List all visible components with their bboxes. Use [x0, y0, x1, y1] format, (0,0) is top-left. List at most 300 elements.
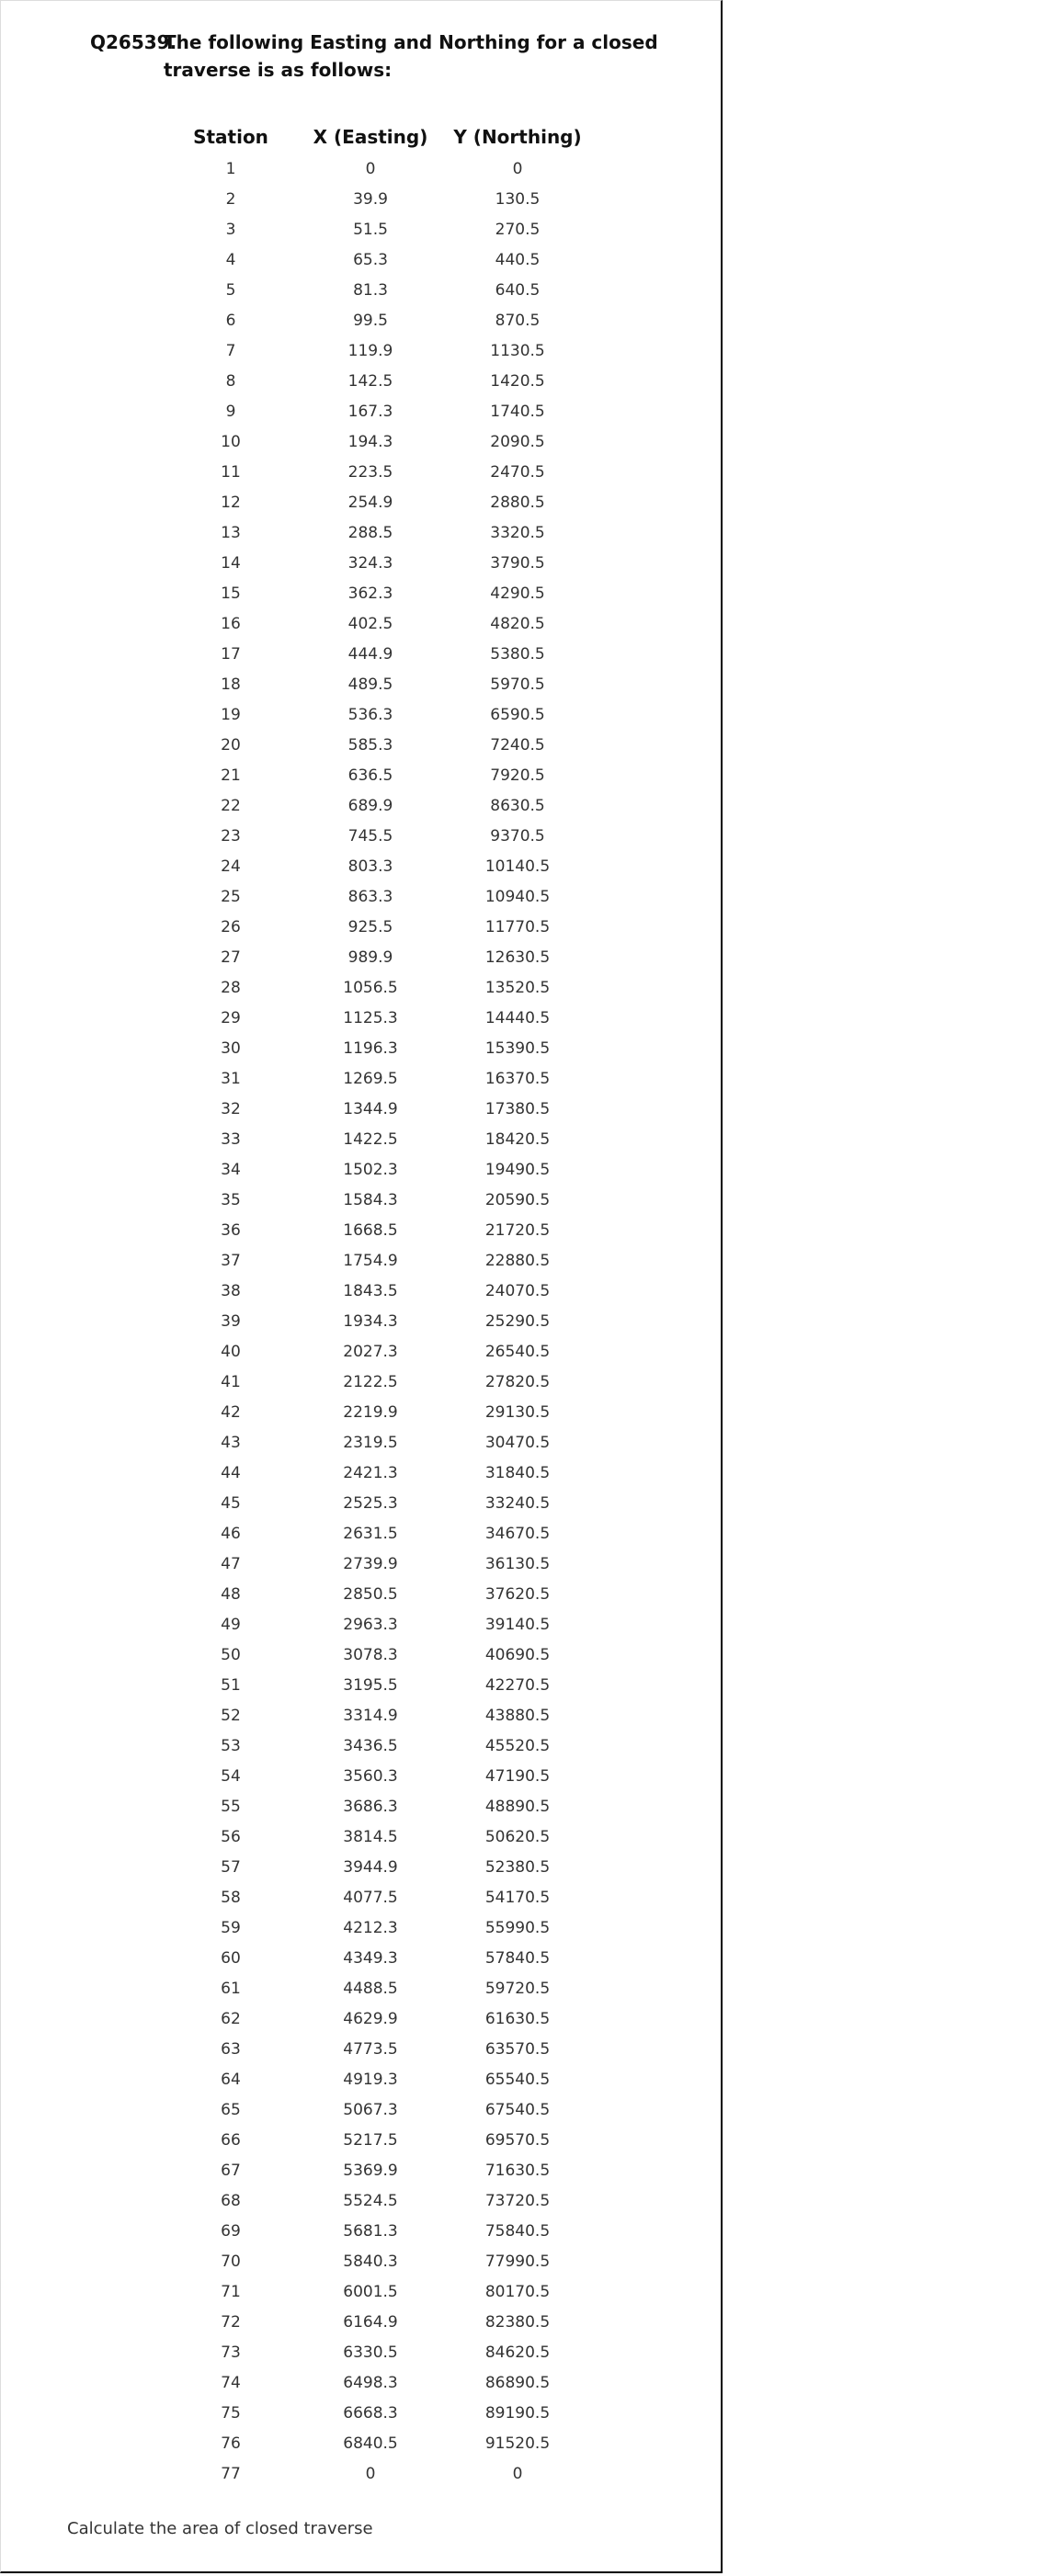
station-cell: 63	[221, 2039, 241, 2059]
northing-cell: 270.5	[495, 220, 541, 239]
easting-cell: 4773.5	[343, 2039, 398, 2059]
northing-cell: 75840.5	[484, 2221, 551, 2241]
table-row	[166, 1761, 589, 1791]
table-row	[166, 1670, 589, 1700]
station-cell: 60	[221, 1948, 241, 1968]
easting-cell: 119.9	[347, 341, 393, 360]
station-cell: 11	[221, 462, 241, 482]
traverse-table	[166, 120, 589, 2489]
table-row	[166, 2428, 589, 2458]
station-cell: 71	[221, 2282, 241, 2301]
station-cell: 13	[221, 523, 241, 542]
easting-cell: 1422.5	[343, 1129, 398, 1149]
station-cell: 69	[221, 2221, 241, 2241]
easting-cell: 4629.9	[343, 2009, 398, 2028]
station-cell: 30	[221, 1038, 241, 1058]
easting-cell: 4077.5	[343, 1888, 398, 1907]
northing-cell: 39140.5	[484, 1615, 551, 1634]
easting-cell: 5067.3	[343, 2100, 398, 2119]
table-row	[166, 1154, 589, 1185]
northing-cell: 84620.5	[484, 2343, 551, 2362]
table-row	[166, 1124, 589, 1154]
station-cell: 7	[225, 341, 236, 360]
easting-cell: 6668.3	[343, 2403, 398, 2423]
northing-cell: 4290.5	[490, 584, 545, 603]
easting-cell: 3436.5	[343, 1736, 398, 1755]
table-row	[166, 2337, 589, 2367]
table-row	[166, 2246, 589, 2276]
table-row	[166, 2216, 589, 2246]
question-heading	[90, 28, 658, 84]
northing-cell: 1130.5	[490, 341, 545, 360]
table-row	[166, 1609, 589, 1640]
easting-cell: 2219.9	[343, 1402, 398, 1422]
northing-cell: 29130.5	[484, 1402, 551, 1422]
easting-cell: 3686.3	[343, 1797, 398, 1816]
table-row	[166, 942, 589, 972]
table-row	[166, 1821, 589, 1852]
station-cell: 28	[221, 978, 241, 997]
table-row	[166, 153, 589, 184]
table-row	[166, 2125, 589, 2155]
table-row	[166, 1731, 589, 1761]
table-row	[166, 517, 589, 548]
northing-cell: 10940.5	[484, 887, 551, 906]
easting-cell: 1934.3	[343, 1311, 398, 1331]
easting-cell: 4919.3	[343, 2070, 398, 2089]
easting-cell: 167.3	[347, 402, 393, 421]
station-cell: 26	[221, 917, 241, 936]
northing-cell: 34670.5	[484, 1524, 551, 1543]
northing-cell: 640.5	[495, 280, 541, 300]
table-row	[166, 457, 589, 487]
northing-cell: 52380.5	[484, 1857, 551, 1877]
table-row	[166, 790, 589, 821]
northing-cell: 73720.5	[484, 2191, 551, 2210]
table-row	[166, 426, 589, 457]
northing-cell: 4820.5	[490, 614, 545, 633]
easting-cell: 51.5	[353, 220, 388, 239]
station-cell: 25	[221, 887, 241, 906]
question-number: Q26539.	[90, 31, 177, 53]
station-cell: 9	[225, 402, 236, 421]
station-cell: 68	[221, 2191, 241, 2210]
table-row	[166, 1943, 589, 1973]
easting-cell: 5524.5	[343, 2191, 398, 2210]
easting-cell: 444.9	[347, 644, 393, 664]
station-cell: 31	[221, 1069, 241, 1088]
northing-cell: 19490.5	[484, 1160, 551, 1179]
northing-cell: 13520.5	[484, 978, 551, 997]
northing-cell: 2880.5	[490, 493, 545, 512]
station-cell: 70	[221, 2252, 241, 2271]
station-cell: 5	[225, 280, 236, 300]
northing-cell: 43880.5	[484, 1706, 551, 1725]
table-row	[166, 608, 589, 639]
easting-cell: 2739.9	[343, 1554, 398, 1573]
easting-cell: 3078.3	[343, 1645, 398, 1664]
table-row	[166, 639, 589, 669]
table-row	[166, 2155, 589, 2185]
easting-cell: 6840.5	[343, 2434, 398, 2453]
station-cell: 18	[221, 675, 241, 694]
station-cell: 29	[221, 1008, 241, 1027]
table-row	[166, 2398, 589, 2428]
northing-cell: 5380.5	[490, 644, 545, 664]
easting-cell: 3814.5	[343, 1827, 398, 1846]
northing-cell: 16370.5	[484, 1069, 551, 1088]
station-cell: 51	[221, 1675, 241, 1695]
station-cell: 50	[221, 1645, 241, 1664]
northing-cell: 6590.5	[490, 705, 545, 724]
station-cell: 41	[221, 1372, 241, 1391]
easting-cell: 1754.9	[343, 1251, 398, 1270]
station-cell: 52	[221, 1706, 241, 1725]
station-cell: 42	[221, 1402, 241, 1422]
table-row	[166, 2094, 589, 2125]
northing-cell: 27820.5	[484, 1372, 551, 1391]
easting-cell: 0	[365, 2464, 376, 2483]
northing-cell: 89190.5	[484, 2403, 551, 2423]
easting-cell: 925.5	[347, 917, 393, 936]
table-row	[166, 244, 589, 275]
northing-cell: 8630.5	[490, 796, 545, 815]
northing-cell: 71630.5	[484, 2161, 551, 2180]
northing-cell: 12630.5	[484, 948, 551, 967]
northing-cell: 65540.5	[484, 2070, 551, 2089]
table-row	[166, 912, 589, 942]
easting-cell: 2850.5	[343, 1584, 398, 1604]
table-row	[166, 275, 589, 305]
northing-cell: 20590.5	[484, 1190, 551, 1209]
easting-cell: 2319.5	[343, 1433, 398, 1452]
table-row	[166, 184, 589, 214]
table-row	[166, 578, 589, 608]
easting-cell: 863.3	[347, 887, 393, 906]
easting-cell: 5840.3	[343, 2252, 398, 2271]
table-row	[166, 881, 589, 912]
station-cell: 67	[221, 2161, 241, 2180]
easting-cell: 689.9	[347, 796, 393, 815]
station-cell: 4	[225, 250, 236, 269]
easting-cell: 223.5	[347, 462, 393, 482]
easting-cell: 0	[365, 159, 376, 178]
table-row	[166, 335, 589, 366]
table-row	[166, 1549, 589, 1579]
station-cell: 19	[221, 705, 241, 724]
station-cell: 59	[221, 1918, 241, 1937]
header-station: Station	[193, 126, 268, 148]
easting-cell: 2631.5	[343, 1524, 398, 1543]
easting-cell: 142.5	[347, 371, 393, 391]
easting-cell: 1269.5	[343, 1069, 398, 1088]
easting-cell: 254.9	[347, 493, 393, 512]
table-row	[166, 2276, 589, 2307]
northing-cell: 9370.5	[490, 826, 545, 845]
easting-cell: 288.5	[347, 523, 393, 542]
easting-cell: 324.3	[347, 553, 393, 573]
station-cell: 3	[225, 220, 236, 239]
table-row	[166, 1973, 589, 2003]
table-row	[166, 214, 589, 244]
northing-cell: 24070.5	[484, 1281, 551, 1300]
table-row	[166, 760, 589, 790]
station-cell: 62	[221, 2009, 241, 2028]
table-row	[166, 699, 589, 730]
station-cell: 32	[221, 1099, 241, 1118]
easting-cell: 6164.9	[343, 2312, 398, 2332]
station-cell: 53	[221, 1736, 241, 1755]
station-cell: 58	[221, 1888, 241, 1907]
station-cell: 20	[221, 735, 241, 755]
table-row	[166, 1276, 589, 1306]
table-row	[166, 1912, 589, 1943]
station-cell: 10	[221, 432, 241, 451]
northing-cell: 0	[512, 159, 523, 178]
northing-cell: 67540.5	[484, 2100, 551, 2119]
northing-cell: 11770.5	[484, 917, 551, 936]
northing-cell: 33240.5	[484, 1493, 551, 1513]
station-cell: 6	[225, 311, 236, 330]
easting-cell: 2963.3	[343, 1615, 398, 1634]
table-row	[166, 1185, 589, 1215]
table-row	[166, 1033, 589, 1063]
easting-cell: 6330.5	[343, 2343, 398, 2362]
northing-cell: 42270.5	[484, 1675, 551, 1695]
station-cell: 36	[221, 1220, 241, 1240]
table-row	[166, 1306, 589, 1336]
northing-cell: 14440.5	[484, 1008, 551, 1027]
northing-cell: 82380.5	[484, 2312, 551, 2332]
station-cell: 74	[221, 2373, 241, 2392]
easting-cell: 3195.5	[343, 1675, 398, 1695]
easting-cell: 5217.5	[343, 2130, 398, 2150]
northing-cell: 17380.5	[484, 1099, 551, 1118]
northing-cell: 45520.5	[484, 1736, 551, 1755]
easting-cell: 65.3	[353, 250, 388, 269]
easting-cell: 6001.5	[343, 2282, 398, 2301]
easting-cell: 6498.3	[343, 2373, 398, 2392]
station-cell: 24	[221, 857, 241, 876]
easting-cell: 745.5	[347, 826, 393, 845]
northing-cell: 54170.5	[484, 1888, 551, 1907]
station-cell: 15	[221, 584, 241, 603]
northing-cell: 2470.5	[490, 462, 545, 482]
table-row	[166, 2034, 589, 2064]
northing-cell: 22880.5	[484, 1251, 551, 1270]
northing-cell: 7240.5	[490, 735, 545, 755]
table-row	[166, 1367, 589, 1397]
northing-cell: 91520.5	[484, 2434, 551, 2453]
easting-cell: 81.3	[353, 280, 388, 300]
easting-cell: 1056.5	[343, 978, 398, 997]
station-cell: 38	[221, 1281, 241, 1300]
station-cell: 66	[221, 2130, 241, 2150]
question-text-line2: traverse is as follows:	[164, 59, 393, 81]
northing-cell: 0	[512, 2464, 523, 2483]
easting-cell: 3944.9	[343, 1857, 398, 1877]
northing-cell: 47190.5	[484, 1766, 551, 1786]
station-cell: 61	[221, 1979, 241, 1998]
easting-cell: 4349.3	[343, 1948, 398, 1968]
table-row	[166, 2307, 589, 2337]
instruction-text: Calculate the area of closed traverse	[67, 2519, 373, 2538]
table-row	[166, 1397, 589, 1427]
easting-cell: 2122.5	[343, 1372, 398, 1391]
easting-cell: 4488.5	[343, 1979, 398, 1998]
station-cell: 77	[221, 2464, 241, 2483]
station-cell: 44	[221, 1463, 241, 1482]
station-cell: 47	[221, 1554, 241, 1573]
northing-cell: 59720.5	[484, 1979, 551, 1998]
table-row	[166, 1215, 589, 1245]
question-text-line1: The following Easting and Northing for a closed	[164, 31, 658, 53]
station-cell: 72	[221, 2312, 241, 2332]
northing-cell: 77990.5	[484, 2252, 551, 2271]
easting-cell: 636.5	[347, 766, 393, 785]
easting-cell: 99.5	[353, 311, 388, 330]
station-cell: 34	[221, 1160, 241, 1179]
table-row	[166, 1427, 589, 1458]
easting-cell: 1668.5	[343, 1220, 398, 1240]
station-cell: 54	[221, 1766, 241, 1786]
northing-cell: 18420.5	[484, 1129, 551, 1149]
station-cell: 46	[221, 1524, 241, 1543]
table-row	[166, 2185, 589, 2216]
table-row	[166, 1579, 589, 1609]
table-row	[166, 1488, 589, 1518]
easting-cell: 362.3	[347, 584, 393, 603]
table-row	[166, 1852, 589, 1882]
easting-cell: 3314.9	[343, 1706, 398, 1725]
table-row	[166, 1791, 589, 1821]
header-easting: X (Easting)	[313, 126, 428, 148]
station-cell: 76	[221, 2434, 241, 2453]
easting-cell: 2027.3	[343, 1342, 398, 1361]
easting-cell: 2421.3	[343, 1463, 398, 1482]
northing-cell: 37620.5	[484, 1584, 551, 1604]
station-cell: 57	[221, 1857, 241, 1877]
northing-cell: 48890.5	[484, 1797, 551, 1816]
table-row	[166, 305, 589, 335]
northing-cell: 5970.5	[490, 675, 545, 694]
easting-cell: 5369.9	[343, 2161, 398, 2180]
northing-cell: 31840.5	[484, 1463, 551, 1482]
northing-cell: 440.5	[495, 250, 541, 269]
northing-cell: 3790.5	[490, 553, 545, 573]
easting-cell: 585.3	[347, 735, 393, 755]
station-cell: 39	[221, 1311, 241, 1331]
table-row	[166, 487, 589, 517]
easting-cell: 1344.9	[343, 1099, 398, 1118]
northing-cell: 870.5	[495, 311, 541, 330]
station-cell: 73	[221, 2343, 241, 2362]
northing-cell: 69570.5	[484, 2130, 551, 2150]
easting-cell: 1196.3	[343, 1038, 398, 1058]
station-cell: 65	[221, 2100, 241, 2119]
northing-cell: 130.5	[495, 189, 541, 209]
table-row	[166, 2064, 589, 2094]
station-cell: 23	[221, 826, 241, 845]
table-row	[166, 396, 589, 426]
northing-cell: 21720.5	[484, 1220, 551, 1240]
station-cell: 35	[221, 1190, 241, 1209]
station-cell: 14	[221, 553, 241, 573]
table-row	[166, 1882, 589, 1912]
table-row	[166, 2003, 589, 2034]
table-row	[166, 1003, 589, 1033]
easting-cell: 803.3	[347, 857, 393, 876]
station-cell: 37	[221, 1251, 241, 1270]
easting-cell: 4212.3	[343, 1918, 398, 1937]
northing-cell: 57840.5	[484, 1948, 551, 1968]
table-row	[166, 730, 589, 760]
northing-cell: 61630.5	[484, 2009, 551, 2028]
table-row	[166, 2367, 589, 2398]
northing-cell: 25290.5	[484, 1311, 551, 1331]
northing-cell: 80170.5	[484, 2282, 551, 2301]
easting-cell: 194.3	[347, 432, 393, 451]
table-row	[166, 2458, 589, 2489]
table-row	[166, 1094, 589, 1124]
station-cell: 40	[221, 1342, 241, 1361]
table-body	[166, 153, 589, 2489]
easting-cell: 1843.5	[343, 1281, 398, 1300]
easting-cell: 489.5	[347, 675, 393, 694]
station-cell: 1	[225, 159, 236, 178]
station-cell: 48	[221, 1584, 241, 1604]
station-cell: 33	[221, 1129, 241, 1149]
northing-cell: 1740.5	[490, 402, 545, 421]
table-row	[166, 1518, 589, 1549]
table-row	[166, 972, 589, 1003]
northing-cell: 86890.5	[484, 2373, 551, 2392]
table-row	[166, 1700, 589, 1731]
northing-cell: 3320.5	[490, 523, 545, 542]
station-cell: 8	[225, 371, 236, 391]
easting-cell: 5681.3	[343, 2221, 398, 2241]
northing-cell: 2090.5	[490, 432, 545, 451]
easting-cell: 989.9	[347, 948, 393, 967]
station-cell: 45	[221, 1493, 241, 1513]
table-header-row	[166, 120, 589, 153]
table-row	[166, 548, 589, 578]
station-cell: 64	[221, 2070, 241, 2089]
easting-cell: 1125.3	[343, 1008, 398, 1027]
station-cell: 49	[221, 1615, 241, 1634]
northing-cell: 40690.5	[484, 1645, 551, 1664]
northing-cell: 63570.5	[484, 2039, 551, 2059]
easting-cell: 1502.3	[343, 1160, 398, 1179]
easting-cell: 3560.3	[343, 1766, 398, 1786]
table-row	[166, 1063, 589, 1094]
table-row	[166, 1336, 589, 1367]
northing-cell: 55990.5	[484, 1918, 551, 1937]
table-row	[166, 1458, 589, 1488]
station-cell: 16	[221, 614, 241, 633]
station-cell: 75	[221, 2403, 241, 2423]
table-row	[166, 1245, 589, 1276]
northing-cell: 15390.5	[484, 1038, 551, 1058]
station-cell: 21	[221, 766, 241, 785]
easting-cell: 39.9	[353, 189, 388, 209]
table-row	[166, 851, 589, 881]
northing-cell: 1420.5	[490, 371, 545, 391]
header-northing: Y (Northing)	[453, 126, 582, 148]
easting-cell: 1584.3	[343, 1190, 398, 1209]
northing-cell: 36130.5	[484, 1554, 551, 1573]
northing-cell: 26540.5	[484, 1342, 551, 1361]
